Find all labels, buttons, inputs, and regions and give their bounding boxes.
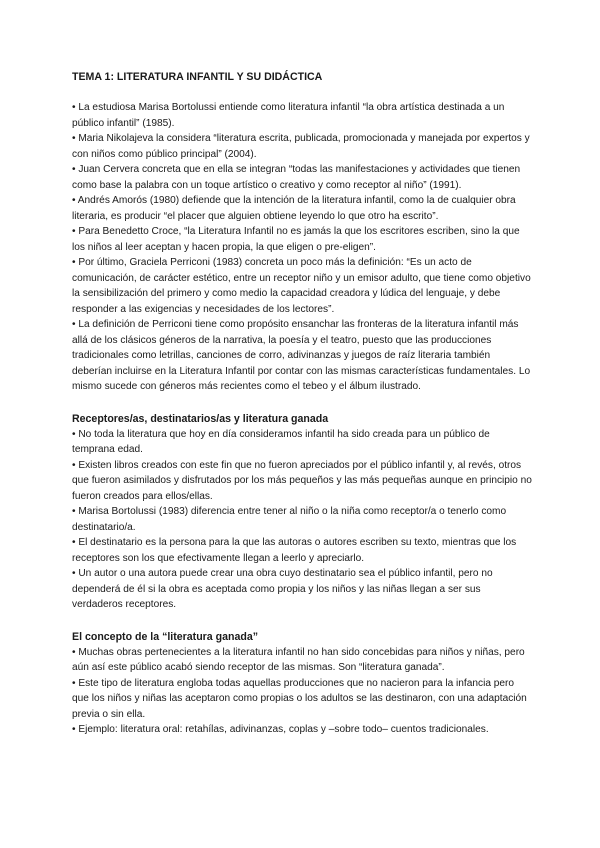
paragraph-perriconi: • Por último, Graciela Perriconi (1983) concreta un poco más la definición: “Es un acto de comunicación, de carácter estético, entre un receptor niño y un emisor adulto, que tiene como objetivo la sensibilización del primero y como medio la capacidad creadora y lúdica del lenguaje, y debe responder a las exigencias y necesidades de los lectores”. [72,257,531,315]
section-heading-literatura-ganada: El concepto de la “literatura ganada” [72,630,259,643]
document-page [72,70,532,738]
section-heading-receptores: Receptores/as, destinatarios/as y literatura ganada [72,412,329,425]
document-title: TEMA 1: LITERATURA INFANTIL Y SU DIDÁCTICA [72,71,323,83]
paragraph-cervera: • Juan Cervera concreta que en ella se integran “todas las manifestaciones y actividades que tienen como base la palabra con un toque artístico o creativo y como receptor al niño” (1991). [72,164,521,191]
list-item: • Existen libros creados con este fin que no fueron apreciados por el público infantil y, al revés, otros que fueron asimilados y disfrutados por los más pequeños y las más pequeñas aunque en principio no fueron creados para ellos/ellas. [72,459,532,502]
paragraph-nikolajeva: • Maria Nikolajeva la considera “literatura escrita, publicada, promocionada y manejada por expertos y con niños como público principal” (2004). [72,133,530,160]
section-definitions [72,100,532,395]
section-receptores [72,412,532,613]
section-literatura-ganada [72,630,532,738]
list-item: • El destinatario es la persona para la que las autoras o autores escriben su texto, mientras que los receptores son los que efectivamente llegan a leerlo y apreciarlo. [72,537,517,564]
list-item: • Este tipo de literatura engloba todas aquellas producciones que no nacieron para la infancia pero que los niños y niñas las aceptaron como propias o los adultos se las destinaron, con una adaptación previa o sin ella. [72,677,527,720]
list-item: • Un autor o una autora puede crear una obra cuyo destinatario sea el público infantil, pero no dependerá de él si la obra es aceptada como propia y los niños y las niñas llegan a ser sus verdaderos receptores. [72,568,493,610]
paragraph-amoros: • Andrés Amorós (1980) defiende que la intención de la literatura infantil, como la de cualquier obra literaria, es producir “el placer que alguien obtiene leyendo lo que otro ha escrito”. [72,195,516,222]
list-item: • No toda la literatura que hoy en día consideramos infantil ha sido creada para un público de temprana edad. [72,428,490,455]
list-item: • Ejemplo: literatura oral: retahílas, adivinanzas, coplas y –sobre todo– cuentos tradicionales. [72,724,489,735]
list-item: • Marisa Bortolussi (1983) diferencia entre tener al niño o la niña como receptor/a o tenerlo como destinatario/a. [72,506,507,533]
paragraph-croce: • Para Benedetto Croce, “la Literatura Infantil no es jamás la que los escritores escriben, sino la que los niños al leer aceptan y hacen propia, la que eligen o pre-eligen”. [72,226,520,253]
list-item: • Muchas obras pertenecientes a la literatura infantil no han sido concebidas para niños y niñas, pero aún así este público acabó siendo receptor de las mismas. Son “literatura ganada”. [72,646,525,673]
paragraph-bortolussi: • La estudiosa Marisa Bortolussi entiende como literatura infantil “la obra artística destinada a un público infantil” (1985). [72,102,505,129]
paragraph-perriconi-definition: • La definición de Perriconi tiene como propósito ensanchar las fronteras de la literatura infantil más allá de los clásicos géneros de la narrativa, la poesía y el teatro, puesto que las producciones tradicionales como letrillas, canciones de corro, adivinanzas y juegos de raíz literaria también deberían incluirse en la Literatura Infantil por contar con las mismas características fundamentales. Lo mismo sucede con géneros más recientes como el tebeo y el álbum ilustrado. [72,319,531,392]
